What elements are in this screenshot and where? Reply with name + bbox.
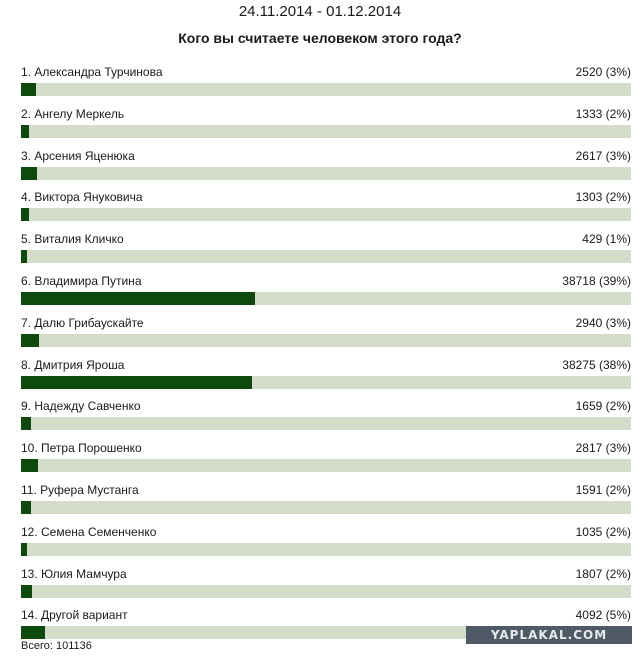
- poll-option-row: [21, 605, 631, 625]
- poll-option-row: [21, 104, 631, 124]
- poll-option-count: 2617 (3%): [575, 148, 631, 163]
- poll-option-row: [21, 522, 631, 542]
- poll-bar-track: [21, 167, 631, 180]
- poll-option-count: 429 (1%): [582, 232, 631, 247]
- poll-option: [21, 438, 631, 480]
- poll-bar-track: [21, 208, 631, 221]
- poll-option-count: 1303 (2%): [575, 190, 631, 205]
- poll-option-count: 2940 (3%): [575, 315, 631, 330]
- poll-option-label: 3. Арсения Яценюка: [21, 148, 135, 163]
- poll-option-row: [21, 313, 631, 333]
- poll-option-label: 10. Петра Порошенко: [21, 441, 142, 456]
- poll-bar-track: [21, 417, 631, 430]
- poll-option: [21, 271, 631, 313]
- date-range: 24.11.2014 - 01.12.2014: [238, 3, 402, 20]
- poll-bar-fill: [21, 585, 32, 598]
- poll-option-row: [21, 564, 631, 584]
- poll-bar-fill: [21, 250, 27, 263]
- poll-option: [21, 355, 631, 397]
- poll-bar-track: [21, 83, 631, 96]
- poll-bar-fill: [21, 208, 29, 221]
- poll-bar-track: [21, 585, 631, 598]
- poll-bar-fill: [21, 417, 31, 430]
- poll-option-label: 11. Руфера Мустанга: [21, 482, 139, 497]
- poll-option: [21, 313, 631, 355]
- poll-option-label: 14. Другой вариант: [21, 608, 128, 623]
- poll-option-row: [21, 187, 631, 207]
- poll-option: [21, 104, 631, 146]
- poll-option: [21, 480, 631, 522]
- poll-bar-fill: [21, 376, 252, 389]
- poll-bar-track: [21, 501, 631, 514]
- poll-option-count: 1807 (2%): [575, 566, 631, 581]
- poll-option-row: [21, 396, 631, 416]
- poll-option-label: 13. Юлия Мамчура: [21, 566, 127, 581]
- poll-option-label: 8. Дмитрия Яроша: [21, 357, 125, 372]
- poll-bar-fill: [21, 626, 45, 639]
- poll-option-label: 5. Виталия Кличко: [21, 232, 124, 247]
- poll-option-label: 1. Александра Турчинова: [21, 65, 163, 79]
- poll-option: [21, 396, 631, 438]
- watermark-logo: YAPLAKAL.COM: [466, 626, 632, 644]
- poll-options-list: [21, 62, 631, 647]
- poll-option-count: 2520 (3%): [575, 65, 631, 79]
- poll-option-count: 38718 (39%): [562, 273, 631, 288]
- poll-bar-track: [21, 543, 631, 556]
- poll-option-count: 1659 (2%): [575, 399, 631, 414]
- poll-option-row: [21, 438, 631, 458]
- poll-bar-fill: [21, 292, 255, 305]
- poll-bar-track: [21, 250, 631, 263]
- poll-option: [21, 146, 631, 188]
- poll-bar-track: [21, 292, 631, 305]
- poll-option: [21, 62, 631, 104]
- poll-option-count: 1333 (2%): [575, 106, 631, 121]
- poll-option-row: [21, 271, 631, 291]
- poll-bar-fill: [21, 167, 37, 180]
- poll-bar-fill: [21, 543, 27, 556]
- poll-bar-track: [21, 459, 631, 472]
- poll-option-row: [21, 355, 631, 375]
- poll-option-label: 12. Семена Семенченко: [21, 524, 157, 539]
- poll-bar-fill: [21, 501, 31, 514]
- poll-option-label: 6. Владимира Путина: [21, 273, 142, 288]
- poll-option-row: [21, 146, 631, 166]
- poll-bar-track: [21, 334, 631, 347]
- total-votes: Всего: 101136: [21, 640, 92, 652]
- poll-option: [21, 229, 631, 271]
- poll-bar-track: [21, 376, 631, 389]
- poll-option-count: 1035 (2%): [575, 524, 631, 539]
- poll-bar-fill: [21, 459, 38, 472]
- poll-option-label: 7. Далю Грибаускайте: [21, 315, 144, 330]
- poll-option: [21, 564, 631, 606]
- poll-option-row: [21, 62, 631, 82]
- poll-question: Кого вы считаете человеком этого года?: [178, 30, 462, 46]
- poll-option: [21, 187, 631, 229]
- poll-option-row: [21, 229, 631, 249]
- poll-option-label: 9. Надежду Савченко: [21, 399, 141, 414]
- poll-option-label: 4. Виктора Януковича: [21, 190, 143, 205]
- poll-bar-fill: [21, 83, 36, 96]
- poll-bar-fill: [21, 334, 39, 347]
- poll-bar-fill: [21, 125, 29, 138]
- poll-option-count: 38275 (38%): [562, 357, 631, 372]
- poll-option-count: 4092 (5%): [575, 608, 631, 623]
- poll-bar-track: [21, 125, 631, 138]
- poll-option-count: 2817 (3%): [575, 441, 631, 456]
- poll-option-count: 1591 (2%): [575, 482, 631, 497]
- poll-option: [21, 522, 631, 564]
- poll-option-label: 2. Ангелу Меркель: [21, 106, 125, 121]
- poll-option-row: [21, 480, 631, 500]
